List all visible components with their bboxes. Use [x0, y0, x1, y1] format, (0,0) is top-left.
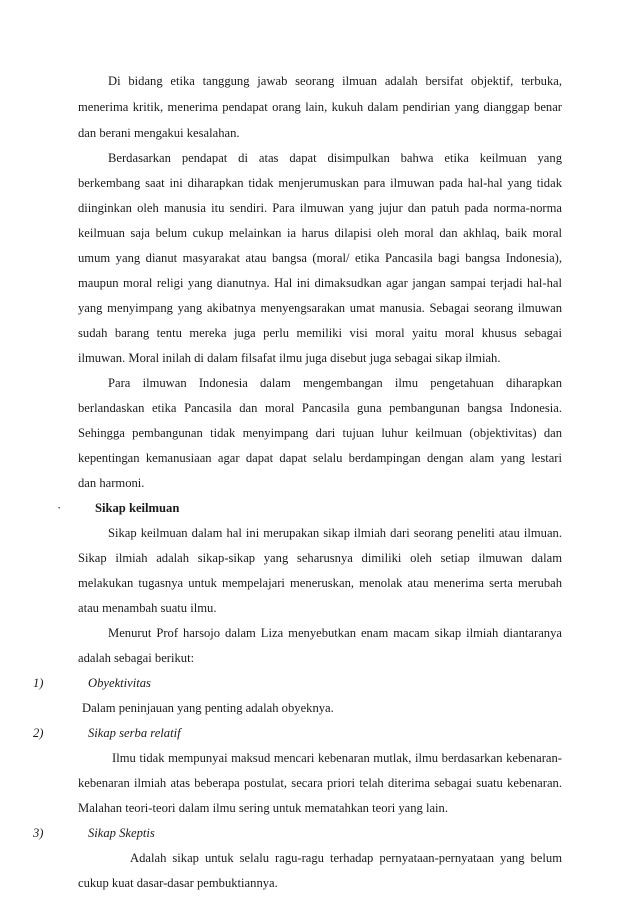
item-1-text: Dalam peninjauan yang penting adalah obyeknya.: [82, 701, 334, 715]
p1-line-1: Di bidang etika tanggung jawab seorang ilmuan adalah bersifat objektif, terbuka,: [108, 74, 562, 88]
p2-line-7: yang menyimpang yang akibatnya menyengsarakan umat manusia. Sebagai seorang ilmuwan: [78, 301, 562, 315]
p1-line-2: menerima kritik, menerima pendapat orang lain, kukuh dalam pendirian yang dianggap benar: [78, 100, 562, 114]
p3-line-2: berlandaskan etika Pancasila dan moral Pancasila guna pembangunan bangsa Indonesia.: [78, 401, 562, 415]
p1-line-3: dan berani mengakui kesalahan.: [78, 126, 240, 140]
item-2-line-3: Malahan teori-teori dalam ilmu sering untuk mematahkan teori yang lain.: [78, 801, 449, 815]
item-2-line-1: Ilmu tidak mempunyai maksud mencari kebenaran mutlak, ilmu berdasarkan kebenaran-: [112, 751, 562, 765]
p4-line-3: melakukan tugasnya untuk mempelajari meneruskan, menolak atau menerima serta merubah: [78, 576, 562, 590]
item-1-title: Obyektivitas: [88, 676, 151, 690]
p3-line-4: kepentingan kemanusiaan agar dapat dapat selalu berdampingan dengan alam yang lestari: [78, 451, 562, 465]
p5-line-2: adalah sebagai berikut:: [78, 651, 195, 665]
p3-line-3: Sehingga pembangunan tidak menyimpang dari tujuan luhur keilmuan (objektivitas) dan: [78, 426, 562, 440]
p2-line-2: berkembang saat ini diharapkan tidak menjerumuskan para ilmuwan pada hal-hal yang tidak: [78, 176, 562, 190]
item-3-number: 3): [33, 826, 44, 840]
item-3-line-1: Adalah sikap untuk selalu ragu-ragu terhadap pernyataan-pernyataan yang belum: [130, 851, 562, 865]
p4-line-1: Sikap keilmuan dalam hal ini merupakan sikap ilmiah dari seorang peneliti atau ilmuan.: [108, 526, 562, 540]
p3-line-5: dan harmoni.: [78, 476, 145, 490]
p2-line-9: ilmuwan. Moral inilah di dalam filsafat ilmu juga disebut juga sebagai sikap ilmiah.: [78, 351, 501, 365]
item-3-line-2: cukup kuat dasar-dasar pembuktiannya.: [78, 876, 278, 890]
item-2-line-2: kebenaran ilmiah atas beberapa postulat, secara priori telah diterima sebagai suatu kebenaran.: [78, 776, 562, 790]
item-1-number: 1): [33, 676, 44, 690]
item-3-title: Sikap Skeptis: [88, 826, 155, 840]
item-2-number: 2): [33, 726, 44, 740]
item-2-title: Sikap serba relatif: [88, 726, 181, 740]
p4-line-2: Sikap ilmiah adalah sikap-sikap yang seharusnya dimiliki oleh setiap ilmuwan dalam: [78, 551, 562, 565]
p5-line-1: Menurut Prof harsojo dalam Liza menyebutkan enam macam sikap ilmiah diantaranya: [108, 626, 562, 640]
p3-line-1: Para ilmuwan Indonesia dalam mengembangan ilmu pengetahuan diharapkan: [108, 376, 562, 390]
section-heading: Sikap keilmuan: [95, 501, 180, 515]
p2-line-3: diinginkan oleh manusia itu sendiri. Para ilmuwan yang jujur dan patuh pada norma-norma: [78, 201, 562, 215]
p2-line-8: sudah barang tentu mereka juga perlu memiliki visi moral yaitu moral khusus sebagai: [78, 326, 562, 340]
p2-line-6: maupun moral religi yang dianutnya. Hal ini dimaksudkan agar jangan sampai terjadi hal-hal: [78, 276, 562, 290]
p2-line-5: umum yang dianut masyarakat atau bangsa (moral/ etika Pancasila bagi bangsa Indonesia),: [78, 251, 562, 265]
p2-line-4: keilmuan saja belum cukup melainkan ia harus dilapisi oleh moral dan akhlaq, baik moral: [78, 226, 562, 240]
heading-bullet: ·: [57, 501, 62, 515]
p4-line-4: atau menambah suatu ilmu.: [78, 601, 217, 615]
p2-line-1: Berdasarkan pendapat di atas dapat disimpulkan bahwa etika keilmuan yang: [108, 151, 562, 165]
